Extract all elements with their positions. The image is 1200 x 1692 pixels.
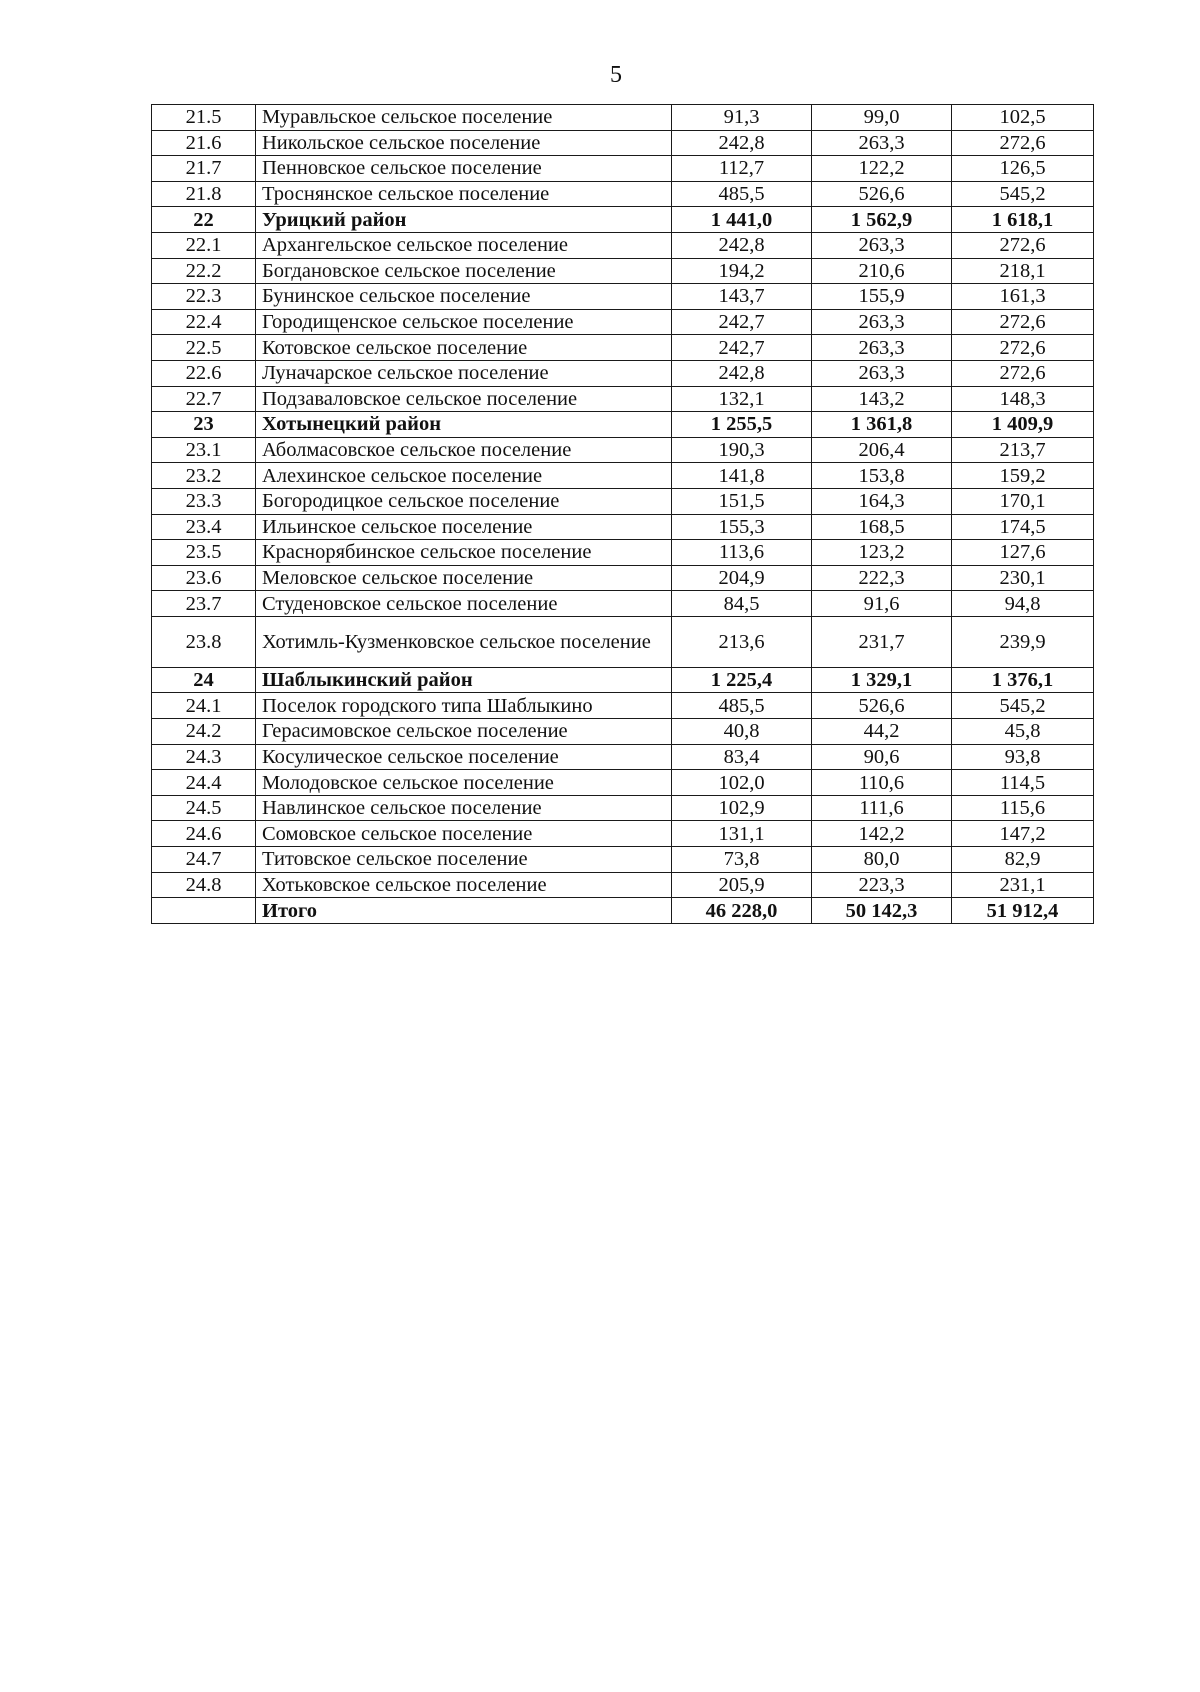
- settlement-name-cell: Пенновское сельское поселение: [256, 156, 672, 182]
- value-col1-cell: 190,3: [672, 437, 812, 463]
- value-col3-cell: 272,6: [952, 335, 1094, 361]
- value-col1-cell: 102,0: [672, 770, 812, 796]
- table-row: [152, 130, 1094, 156]
- value-col3-cell: 218,1: [952, 258, 1094, 284]
- row-number-cell: 22.7: [152, 386, 256, 412]
- value-col2-cell: 91,6: [812, 591, 952, 617]
- value-col1-cell: 113,6: [672, 540, 812, 566]
- value-col2-cell: 526,6: [812, 181, 952, 207]
- value-col2-cell: 263,3: [812, 335, 952, 361]
- value-col3-cell: 231,1: [952, 872, 1094, 898]
- row-number-cell: [152, 898, 256, 924]
- row-number-cell: 21.8: [152, 181, 256, 207]
- table-row: [152, 847, 1094, 873]
- value-col2-cell: 143,2: [812, 386, 952, 412]
- value-col1-cell: 213,6: [672, 616, 812, 667]
- value-col3-cell: 114,5: [952, 770, 1094, 796]
- row-number-cell: 21.6: [152, 130, 256, 156]
- settlement-name-cell: Студеновское сельское поселение: [256, 591, 672, 617]
- row-number-cell: 22.3: [152, 284, 256, 310]
- table-row: [152, 616, 1094, 667]
- value-col1-cell: 102,9: [672, 795, 812, 821]
- row-number-cell: 22.1: [152, 232, 256, 258]
- row-number-cell: 22: [152, 207, 256, 233]
- value-col2-cell: 206,4: [812, 437, 952, 463]
- value-col1-cell: 91,3: [672, 105, 812, 131]
- settlement-name-cell: Навлинское сельское поселение: [256, 795, 672, 821]
- value-col1-cell: 242,8: [672, 130, 812, 156]
- settlement-name-cell: Аболмасовское сельское поселение: [256, 437, 672, 463]
- value-col3-cell: 115,6: [952, 795, 1094, 821]
- settlement-name-cell: Бунинское сельское поселение: [256, 284, 672, 310]
- settlement-name-cell: Луначарское сельское поселение: [256, 360, 672, 386]
- table-row-district: [152, 412, 1094, 438]
- value-col1-cell: 151,5: [672, 488, 812, 514]
- settlement-name-cell: Молодовское сельское поселение: [256, 770, 672, 796]
- settlement-name-cell: Сомовское сельское поселение: [256, 821, 672, 847]
- settlement-name-cell: Поселок городского типа Шаблыкино: [256, 693, 672, 719]
- table-row-district: [152, 207, 1094, 233]
- row-number-cell: 24.4: [152, 770, 256, 796]
- value-col3-cell: 1 618,1: [952, 207, 1094, 233]
- value-col2-cell: 263,3: [812, 232, 952, 258]
- settlement-name-cell: Урицкий район: [256, 207, 672, 233]
- row-number-cell: 24.2: [152, 719, 256, 745]
- value-col3-cell: 1 376,1: [952, 667, 1094, 693]
- value-col3-cell: 94,8: [952, 591, 1094, 617]
- row-number-cell: 24.8: [152, 872, 256, 898]
- settlement-name-cell: Шаблыкинский район: [256, 667, 672, 693]
- row-number-cell: 22.2: [152, 258, 256, 284]
- value-col2-cell: 168,5: [812, 514, 952, 540]
- value-col2-cell: 50 142,3: [812, 898, 952, 924]
- settlements-table: [151, 104, 1094, 924]
- value-col1-cell: 1 225,4: [672, 667, 812, 693]
- value-col2-cell: 123,2: [812, 540, 952, 566]
- value-col1-cell: 194,2: [672, 258, 812, 284]
- value-col2-cell: 164,3: [812, 488, 952, 514]
- row-number-cell: 24.3: [152, 744, 256, 770]
- row-number-cell: 21.7: [152, 156, 256, 182]
- row-number-cell: 23.8: [152, 616, 256, 667]
- value-col3-cell: 1 409,9: [952, 412, 1094, 438]
- row-number-cell: 24: [152, 667, 256, 693]
- table-row: [152, 437, 1094, 463]
- table-row: [152, 821, 1094, 847]
- settlement-name-cell: Подзаваловское сельское поселение: [256, 386, 672, 412]
- value-col2-cell: 44,2: [812, 719, 952, 745]
- value-col3-cell: 82,9: [952, 847, 1094, 873]
- settlement-name-cell: Меловское сельское поселение: [256, 565, 672, 591]
- table-body: [152, 105, 1094, 924]
- value-col3-cell: 147,2: [952, 821, 1094, 847]
- value-col2-cell: 155,9: [812, 284, 952, 310]
- table-row: [152, 872, 1094, 898]
- settlement-name-cell: Краснорябинское сельское поселение: [256, 540, 672, 566]
- value-col2-cell: 263,3: [812, 309, 952, 335]
- table-row: [152, 565, 1094, 591]
- value-col1-cell: 1 441,0: [672, 207, 812, 233]
- value-col1-cell: 40,8: [672, 719, 812, 745]
- value-col2-cell: 90,6: [812, 744, 952, 770]
- value-col3-cell: 545,2: [952, 181, 1094, 207]
- value-col1-cell: 46 228,0: [672, 898, 812, 924]
- value-col3-cell: 126,5: [952, 156, 1094, 182]
- value-col3-cell: 102,5: [952, 105, 1094, 131]
- value-col1-cell: 73,8: [672, 847, 812, 873]
- settlement-name-cell: Богдановское сельское поселение: [256, 258, 672, 284]
- settlement-name-cell: Муравльское сельское поселение: [256, 105, 672, 131]
- table-row: [152, 693, 1094, 719]
- value-col1-cell: 1 255,5: [672, 412, 812, 438]
- value-col3-cell: 161,3: [952, 284, 1094, 310]
- row-number-cell: 21.5: [152, 105, 256, 131]
- value-col1-cell: 485,5: [672, 693, 812, 719]
- table-row: [152, 591, 1094, 617]
- value-col2-cell: 153,8: [812, 463, 952, 489]
- row-number-cell: 23.1: [152, 437, 256, 463]
- row-number-cell: 24.6: [152, 821, 256, 847]
- settlement-name-cell: Хотьковское сельское поселение: [256, 872, 672, 898]
- value-col2-cell: 263,3: [812, 130, 952, 156]
- table-row: [152, 488, 1094, 514]
- settlement-name-cell: Хотынецкий район: [256, 412, 672, 438]
- value-col3-cell: 545,2: [952, 693, 1094, 719]
- value-col3-cell: 148,3: [952, 386, 1094, 412]
- value-col1-cell: 143,7: [672, 284, 812, 310]
- table-row: [152, 309, 1094, 335]
- table-row: [152, 156, 1094, 182]
- settlement-name-cell: Никольское сельское поселение: [256, 130, 672, 156]
- table-row: [152, 105, 1094, 131]
- table-row: [152, 335, 1094, 361]
- row-number-cell: 23.3: [152, 488, 256, 514]
- value-col2-cell: 1 329,1: [812, 667, 952, 693]
- settlement-name-cell: Городищенское сельское поселение: [256, 309, 672, 335]
- table-row: [152, 258, 1094, 284]
- value-col2-cell: 122,2: [812, 156, 952, 182]
- value-col3-cell: 51 912,4: [952, 898, 1094, 924]
- settlement-name-cell: Ильинское сельское поселение: [256, 514, 672, 540]
- settlement-name-cell: Косулическое сельское поселение: [256, 744, 672, 770]
- value-col1-cell: 242,7: [672, 309, 812, 335]
- value-col3-cell: 230,1: [952, 565, 1094, 591]
- value-col2-cell: 99,0: [812, 105, 952, 131]
- value-col2-cell: 1 562,9: [812, 207, 952, 233]
- value-col2-cell: 526,6: [812, 693, 952, 719]
- value-col2-cell: 210,6: [812, 258, 952, 284]
- value-col2-cell: 1 361,8: [812, 412, 952, 438]
- row-number-cell: 24.1: [152, 693, 256, 719]
- value-col1-cell: 155,3: [672, 514, 812, 540]
- value-col3-cell: 272,6: [952, 130, 1094, 156]
- table-row: [152, 360, 1094, 386]
- table-row: [152, 181, 1094, 207]
- value-col1-cell: 83,4: [672, 744, 812, 770]
- settlement-name-cell: Троснянское сельское поселение: [256, 181, 672, 207]
- table-row-district: [152, 898, 1094, 924]
- value-col1-cell: 131,1: [672, 821, 812, 847]
- page-number: 5: [610, 62, 622, 88]
- settlement-name-cell: Котовское сельское поселение: [256, 335, 672, 361]
- settlement-name-cell: Титовское сельское поселение: [256, 847, 672, 873]
- row-number-cell: 23.2: [152, 463, 256, 489]
- row-number-cell: 24.7: [152, 847, 256, 873]
- value-col3-cell: 127,6: [952, 540, 1094, 566]
- value-col2-cell: 223,3: [812, 872, 952, 898]
- settlement-name-cell: Итого: [256, 898, 672, 924]
- settlement-name-cell: Герасимовское сельское поселение: [256, 719, 672, 745]
- value-col2-cell: 142,2: [812, 821, 952, 847]
- table-row: [152, 386, 1094, 412]
- table-row: [152, 770, 1094, 796]
- table-row: [152, 540, 1094, 566]
- value-col3-cell: 213,7: [952, 437, 1094, 463]
- table-row: [152, 795, 1094, 821]
- value-col1-cell: 242,8: [672, 232, 812, 258]
- value-col1-cell: 242,8: [672, 360, 812, 386]
- value-col1-cell: 204,9: [672, 565, 812, 591]
- value-col3-cell: 170,1: [952, 488, 1094, 514]
- row-number-cell: 23.5: [152, 540, 256, 566]
- value-col1-cell: 84,5: [672, 591, 812, 617]
- value-col1-cell: 485,5: [672, 181, 812, 207]
- table-row: [152, 719, 1094, 745]
- value-col1-cell: 242,7: [672, 335, 812, 361]
- table-row-district: [152, 667, 1094, 693]
- value-col2-cell: 263,3: [812, 360, 952, 386]
- value-col2-cell: 110,6: [812, 770, 952, 796]
- row-number-cell: 23: [152, 412, 256, 438]
- value-col3-cell: 272,6: [952, 309, 1094, 335]
- value-col3-cell: 159,2: [952, 463, 1094, 489]
- value-col3-cell: 93,8: [952, 744, 1094, 770]
- value-col1-cell: 205,9: [672, 872, 812, 898]
- value-col3-cell: 272,6: [952, 232, 1094, 258]
- settlement-name-cell: Архангельское сельское поселение: [256, 232, 672, 258]
- value-col3-cell: 174,5: [952, 514, 1094, 540]
- table-row: [152, 463, 1094, 489]
- row-number-cell: 23.7: [152, 591, 256, 617]
- table-row: [152, 284, 1094, 310]
- value-col1-cell: 112,7: [672, 156, 812, 182]
- settlement-name-cell: Алехинское сельское поселение: [256, 463, 672, 489]
- row-number-cell: 24.5: [152, 795, 256, 821]
- value-col3-cell: 45,8: [952, 719, 1094, 745]
- settlement-name-cell: Богородицкое сельское поселение: [256, 488, 672, 514]
- table-row: [152, 514, 1094, 540]
- value-col1-cell: 132,1: [672, 386, 812, 412]
- value-col2-cell: 231,7: [812, 616, 952, 667]
- value-col2-cell: 111,6: [812, 795, 952, 821]
- table-row: [152, 744, 1094, 770]
- value-col1-cell: 141,8: [672, 463, 812, 489]
- row-number-cell: 23.4: [152, 514, 256, 540]
- row-number-cell: 22.6: [152, 360, 256, 386]
- value-col2-cell: 80,0: [812, 847, 952, 873]
- row-number-cell: 22.4: [152, 309, 256, 335]
- table-row: [152, 232, 1094, 258]
- settlement-name-cell: Хотимль-Кузменковское сельское поселение: [256, 616, 672, 667]
- row-number-cell: 23.6: [152, 565, 256, 591]
- value-col3-cell: 239,9: [952, 616, 1094, 667]
- row-number-cell: 22.5: [152, 335, 256, 361]
- value-col3-cell: 272,6: [952, 360, 1094, 386]
- value-col2-cell: 222,3: [812, 565, 952, 591]
